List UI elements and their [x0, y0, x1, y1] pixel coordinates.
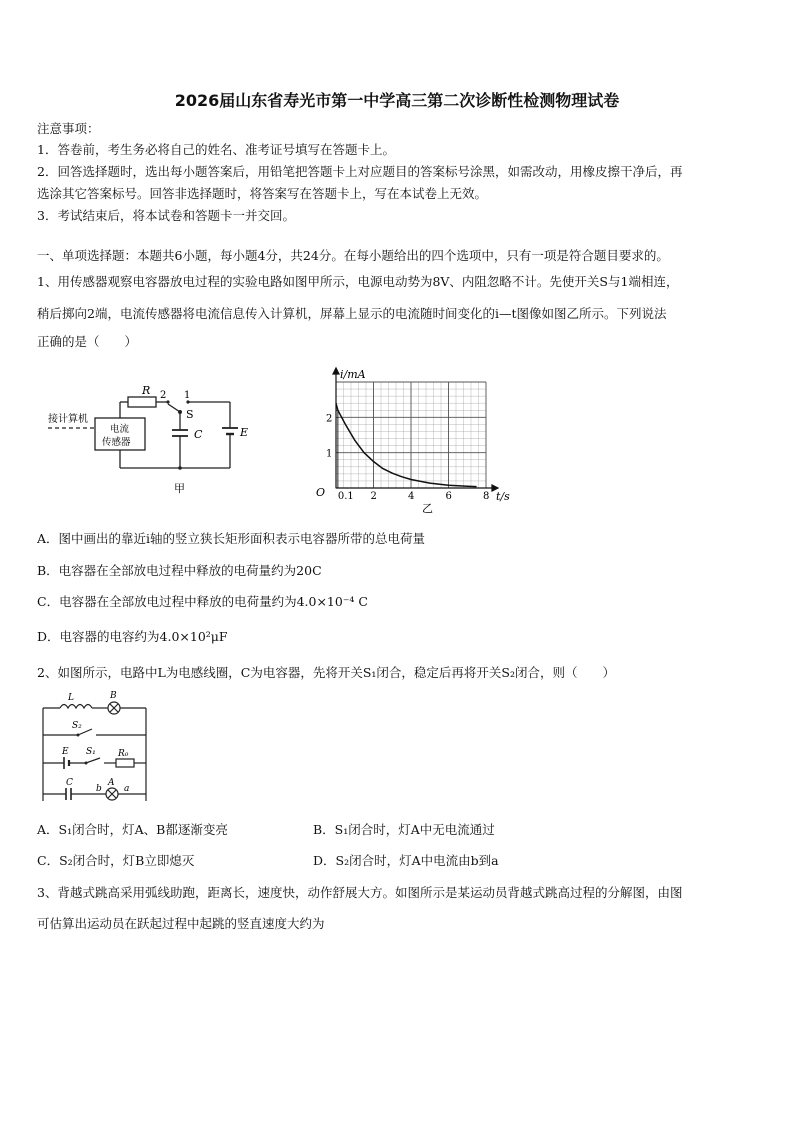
- E-label: E: [62, 747, 69, 757]
- notice-item-3: 3．考试结束后，将本试卷和答题卡一并交回。: [37, 208, 295, 223]
- B-label: B: [110, 691, 117, 701]
- y-tick-label: 1: [326, 448, 333, 460]
- q1-stem-line-2: 稍后掷向2端，电流传感器将电流信息传入计算机，屏幕上显示的电流随时间变化的i—t图像如图乙所示。下列说法: [37, 306, 667, 321]
- fig-a-caption: 甲: [174, 482, 185, 495]
- q1-it-chart: [310, 364, 525, 514]
- A-label: A: [108, 778, 115, 788]
- q3-stem-line-2: 可估算出运动员在跃起过程中起跳的竖直速度大约为: [37, 916, 325, 931]
- q3-stem-line-1: 3、背越式跳高采用弧线助跑，距离长，速度快，动作舒展大方。如图所示是某运动员背越式跳高过程的分解图，由图: [37, 885, 683, 900]
- y-axis-label: i/mA: [340, 368, 366, 381]
- q1-stem-line-3: 正确的是（ ）: [37, 334, 138, 349]
- L-label: L: [68, 693, 74, 703]
- switch-S-blade: [168, 404, 180, 412]
- q1-option-a: A．图中画出的靠近i轴的竖立狭长矩形面积表示电容器所带的总电荷量: [37, 531, 426, 546]
- E-label: E: [240, 426, 249, 439]
- inductor-L: [60, 705, 92, 709]
- terminal-2-label: 2: [160, 390, 167, 401]
- sensor-label-2: 传感器: [102, 437, 131, 448]
- to-computer-label: 接计算机: [48, 414, 88, 425]
- notice-item-1: 1．答卷前，考生务必将自己的姓名、准考证号填写在答题卡上。: [37, 142, 395, 157]
- switch-S1-blade: [86, 758, 100, 763]
- q1-option-d: D．电容器的电容约为4.0×10²μF: [37, 629, 228, 644]
- page-title: 2026届山东省寿光市第一中学高三第二次诊断性检测物理试卷: [174, 91, 620, 110]
- sensor-label-1: 电流: [110, 424, 130, 435]
- resistor-R: [128, 397, 156, 407]
- q2-stem: 2、如图所示，电路中L为电感线圈，C为电容器，先将开关S₁闭合，稳定后再将开关S₂闭合，则（ ）: [37, 665, 615, 680]
- q1-option-b: B．电容器在全部放电过程中释放的电荷量约为20C: [37, 563, 322, 578]
- R0-label: R₀: [118, 749, 129, 759]
- switch-pivot: [178, 410, 182, 414]
- q1-circuit-figure: [40, 378, 260, 498]
- R-label: R: [142, 384, 151, 397]
- narrow-strip-rect: [336, 410, 338, 488]
- b-label: b: [96, 784, 102, 794]
- x-axis-label: t/s: [496, 490, 510, 503]
- C-label: C: [66, 778, 73, 788]
- y-axis-arrow: [333, 368, 339, 374]
- q1-stem-line-1: 1、用传感器观察电容器放电过程的实验电路如图甲所示，电源电动势为8V、内阻忽略不计。先使开关S与1端相连，: [37, 274, 679, 289]
- terminal-1-label: 1: [184, 390, 191, 401]
- notice-item-2: 2．回答选择题时，选出每小题答案后，用铅笔把答题卡上对应题目的答案标号涂黑，如需改动，用橡皮擦干净后，再: [37, 164, 683, 179]
- q2-option-b: B．S₁闭合时，灯A中无电流通过: [313, 822, 495, 837]
- section-heading: 一、单项选择题：本题共6小题，每小题4分，共24分。在每小题给出的四个选项中，只有一项是符合题目要求的。: [37, 248, 669, 263]
- S1-label: S₁: [86, 747, 96, 757]
- x-tick-label: 8: [483, 491, 490, 502]
- q2-option-c: C．S₂闭合时，灯B立即熄灭: [37, 853, 195, 868]
- origin-label: O: [316, 486, 326, 499]
- x-tick-label: 6: [445, 491, 452, 502]
- notice-heading: 注意事项：: [37, 121, 100, 136]
- fig-b-caption: 乙: [422, 502, 433, 514]
- y-tick-label: 2: [326, 413, 333, 425]
- q2-option-d: D．S₂闭合时，灯A中电流由b到a: [313, 853, 499, 868]
- q2-option-a: A．S₁闭合时，灯A、B都逐渐变亮: [37, 822, 228, 837]
- S-label: S: [186, 408, 194, 421]
- q2-circuit-figure: [38, 688, 153, 806]
- S2-label: S₂: [72, 721, 82, 731]
- q1-option-c: C．电容器在全部放电过程中释放的电荷量约为4.0×10⁻⁴ C: [37, 594, 368, 609]
- x-tick-label: 0.1: [337, 491, 354, 502]
- discharge-curve: [336, 403, 477, 486]
- resistor-R0: [116, 759, 134, 767]
- notice-item-2-cont: 选涂其它答案标号。回答非选择题时，将答案写在答题卡上，写在本试卷上无效。: [37, 186, 488, 201]
- x-tick-label: 2: [370, 491, 377, 502]
- a-label: a: [124, 784, 130, 794]
- C-label: C: [194, 428, 203, 441]
- x-tick-label: 4: [408, 491, 415, 502]
